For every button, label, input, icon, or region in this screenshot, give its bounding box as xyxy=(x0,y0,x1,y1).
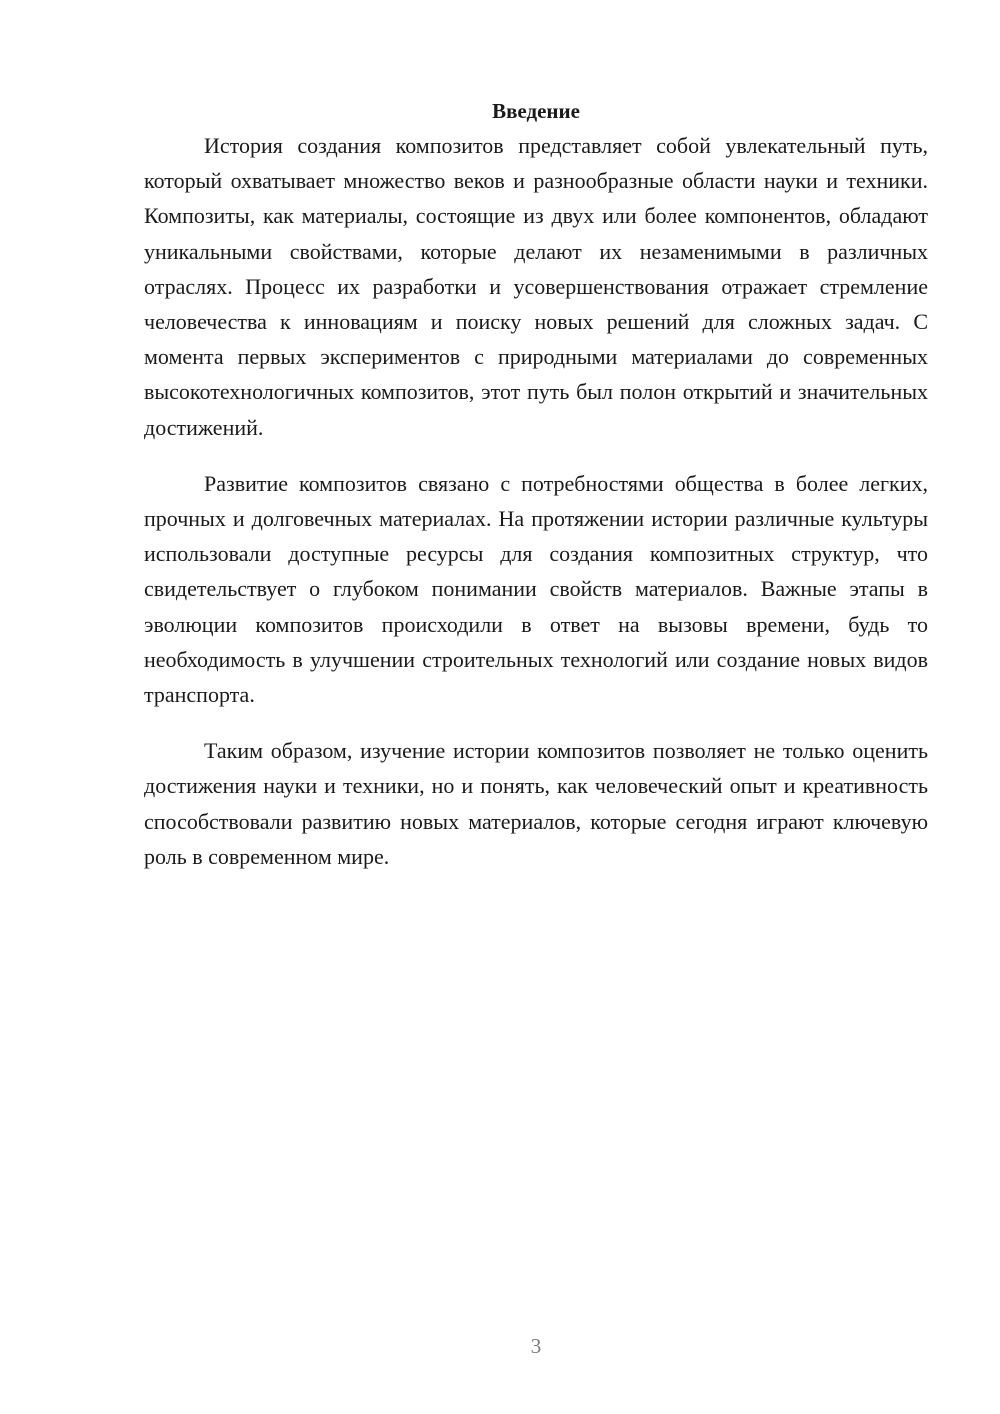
paragraph-1: История создания композитов представляет собой увлекательный путь, который охватывает множество веков и разнообразные области науки и техники. Композиты, как материалы, состоящие из двух или более компонентов, обладают уникальными свойствами, которые делают их незаменимыми в различных отраслях. Процесс их разработки и усовершенствования отражает стремление человечества к инновациям и поиску новых решений для сложных задач. С момента первых экспериментов с природными материалами до современных высокотехнологичных композитов, этот путь был полон открытий и значительных достижений. xyxy=(144,133,928,440)
page-title: Введение xyxy=(492,99,580,123)
document-body xyxy=(144,96,928,874)
paragraph-3: Таким образом, изучение истории композитов позволяет не только оценить достижения науки и техники, но и понять, как человеческий опыт и креативность способствовали развитию новых материалов, которые сегодня играют ключевую роль в современном мире. xyxy=(144,738,928,869)
page-number: 3 xyxy=(530,1334,542,1358)
paragraph-2: Развитие композитов связано с потребностями общества в более легких, прочных и долговечных материалах. На протяжении истории различные культуры использовали доступные ресурсы для создания композитных структур, что свидетельствует о глубоком понимании свойств материалов. Важные этапы в эволюции композитов происходили в ответ на вызовы времени, будь то необходимость в улучшении строительных технологий или создание новых видов транспорта. xyxy=(144,470,928,708)
